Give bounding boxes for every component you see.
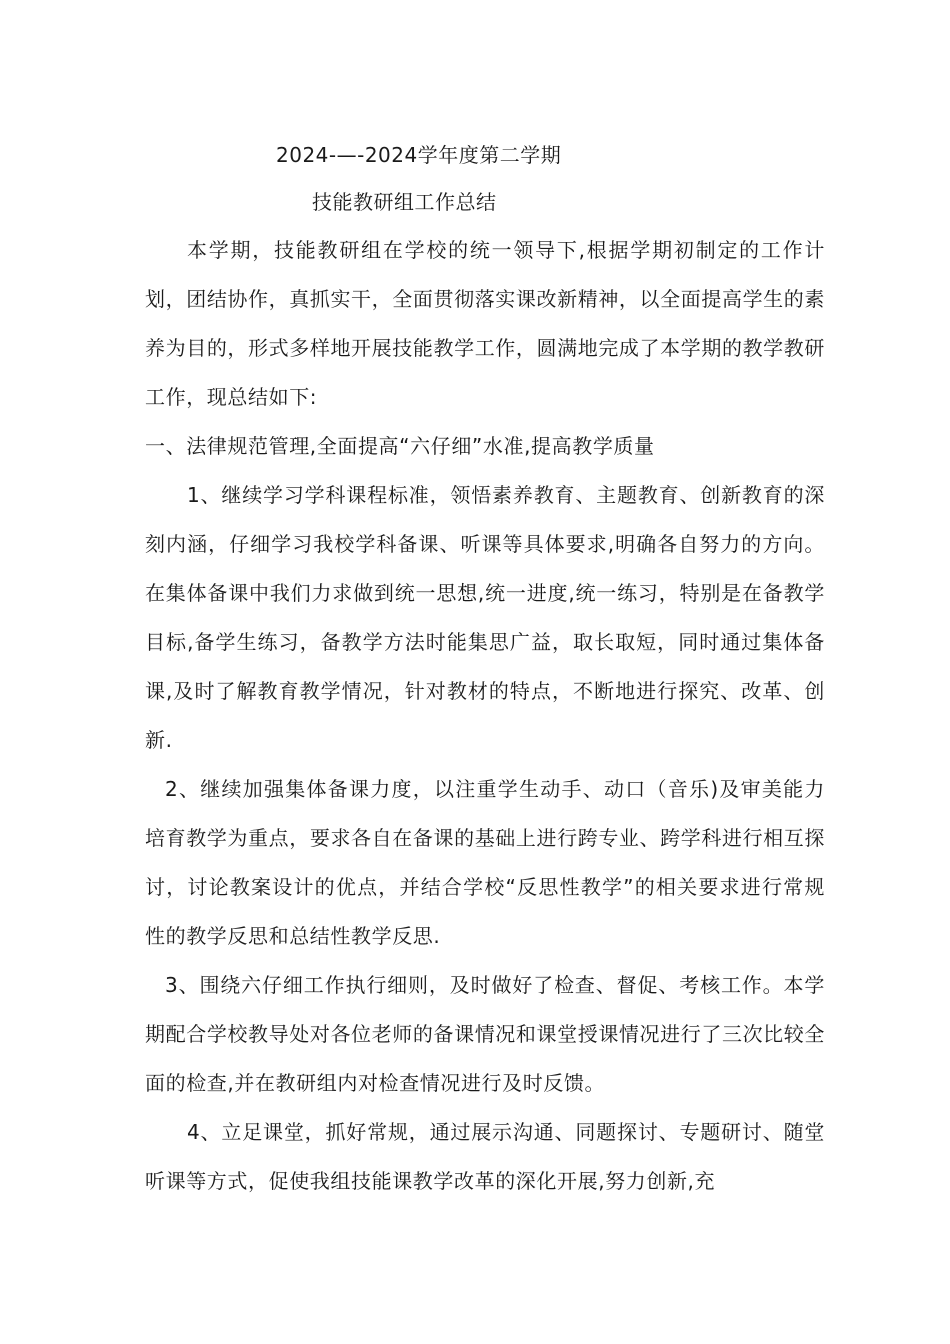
document-title: 技能教研组工作总结 [312, 190, 497, 214]
item-3-paragraph: 3、围绕六仔细工作执行细则，及时做好了检查、督促、考核工作。本学期配合学校教导处对各位老师的备课情况和课堂授课情况进行了三次比较全面的检查,并在教研组内对检查情况进行及时反馈。 [145, 973, 825, 1095]
document-title-term: 2024-—-2024学年度第二学期 [276, 143, 562, 167]
section-heading-1: 一、法律规范管理,全面提高“六仔细”水准,提高教学质量 [145, 434, 655, 458]
document-body [145, 226, 825, 1206]
item-1-paragraph: 1、继续学习学科课程标准，领悟素养教育、主题教育、创新教育的深刻内涵，仔细学习我校学科备课、听课等具体要求,明确各自努力的方向。在集体备课中我们力求做到统一思想,统一进度,统一练习，特别是在备教学目标,备学生练习，备教学方法时能集思广益，取长取短，同时通过集体备课,及时了解教育教学情况，针对教材的特点，不断地进行探究、改革、创新. [145, 483, 825, 752]
intro-paragraph: 本学期，技能教研组在学校的统一领导下,根据学期初制定的工作计划，团结协作，真抓实干，全面贯彻落实课改新精神，以全面提高学生的素养为目的，形式多样地开展技能教学工作，圆满地完成了本学期的教学教研工作，现总结如下: [145, 238, 825, 409]
item-2-paragraph: 2、继续加强集体备课力度，以注重学生动手、动口（音乐)及审美能力培育教学为重点，要求各自在备课的基础上进行跨专业、跨学科进行相互探讨，讨论教案设计的优点，并结合学校“反思性教学”的相关要求进行常规性的教学反思和总结性教学反思. [145, 777, 825, 948]
item-4-paragraph: 4、立足课堂，抓好常规，通过展示沟通、同题探讨、专题研讨、随堂听课等方式，促使我组技能课教学改革的深化开展,努力创新,充 [145, 1120, 825, 1193]
